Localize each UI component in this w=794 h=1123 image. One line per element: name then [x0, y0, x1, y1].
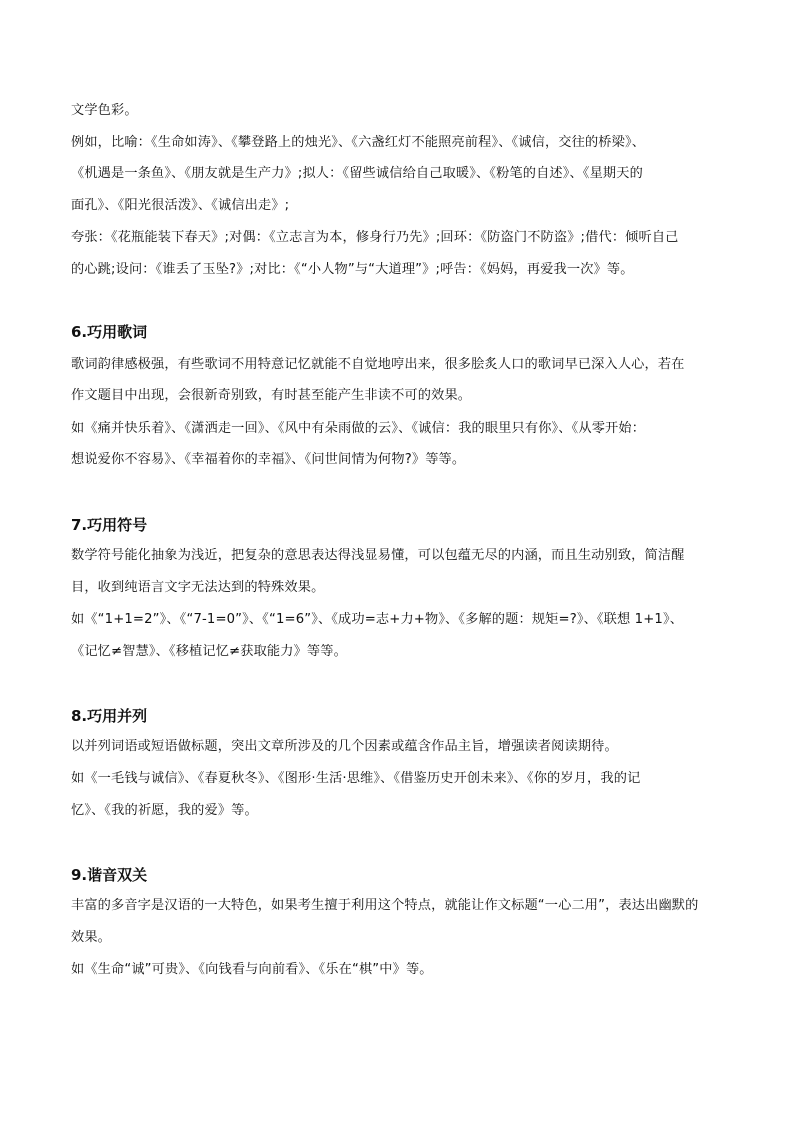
section-9-line-1: 丰富的多音字是汉语的一大特色，如果考生擅于利用这个特点，就能让作文标题“一心二用”，表达出幽默的	[71, 898, 699, 913]
intro-line-2: 例如，比喻：《生命如涛》、《攀登路上的烛光》、《六盏红灯不能照亮前程》、《诚信，交往的桥梁》、	[71, 135, 646, 150]
section-6-line-4: 想说爱你不容易》、《幸福着你的幸福》、《问世间情为何物?》等等。	[71, 452, 466, 467]
section-7-line-2: 目，收到纯语言文字无法达到的特殊效果。	[71, 580, 325, 595]
section-8-line-1: 以并列词语或短语做标题，突出文章所涉及的几个因素或蕴含作品主旨，增强读者阅读期待。	[71, 739, 618, 754]
section-heading-8: 8.巧用并列	[71, 707, 148, 725]
intro-line-5: 夸张：《花瓶能装下春天》;对偶：《立志言为本，修身行乃先》;回环：《防盗门不防盗》;借代：倾听自己	[71, 230, 679, 245]
section-7-line-3: 如《“1+1=2”》、《“7-1=0”》、《“1=6”》、《成功=志+力+物》、《多解的题：规矩=?》、《联想 1+1》、	[71, 612, 684, 627]
section-heading-9: 9.谐音双关	[71, 866, 148, 884]
intro-line-4: 面孔》、《阳光很活泼》、《诚信出走》;	[71, 198, 290, 213]
section-6-line-2: 作文题目中出现，会很新奇别致，有时甚至能产生非读不可的效果。	[71, 388, 472, 403]
section-6-line-3: 如《痛并快乐着》、《潇洒走一回》、《风中有朵雨做的云》、《诚信：我的眼里只有你》、《从零开始：	[71, 421, 646, 436]
intro-line-3: 《机遇是一条鱼》、《朋友就是生产力》;拟人：《留些诚信给自己取暖》、《粉笔的自述》、《星期天的	[71, 166, 643, 181]
section-heading-7: 7.巧用符号	[71, 516, 148, 534]
intro-line-6: 的心跳;设问：《谁丢了玉坠?》;对比：《“小人物”与“大道理”》;呼告：《妈妈，再爱我一次》等。	[71, 262, 634, 277]
section-7-line-4: 《记忆≠智慧》、《移植记忆≠获取能力》等等。	[71, 644, 347, 659]
section-9-line-3: 如《生命“诚”可贵》、《向钱看与向前看》、《乐在“棋”中》等。	[71, 962, 433, 977]
section-heading-6: 6.巧用歌词	[71, 323, 148, 341]
section-7-line-1: 数学符号能化抽象为浅近，把复杂的意思表达得浅显易懂，可以包蕴无尽的内涵，而且生动别致，简洁醒	[71, 548, 685, 563]
section-8-line-3: 忆》、《我的祈愿，我的爱》等。	[71, 803, 258, 818]
section-8-line-2: 如《一毛钱与诚信》、《春夏秋冬》、《图形·生活·思维》、《借鉴历史开创未来》、《你的岁月，我的记	[71, 771, 641, 786]
intro-line-1: 文学色彩。	[71, 103, 138, 118]
section-9-line-2: 效果。	[71, 930, 112, 945]
section-6-line-1: 歌词韵律感极强，有些歌词不用特意记忆就能不自觉地哼出来，很多脍炙人口的歌词早已深入人心，若在	[71, 357, 685, 372]
